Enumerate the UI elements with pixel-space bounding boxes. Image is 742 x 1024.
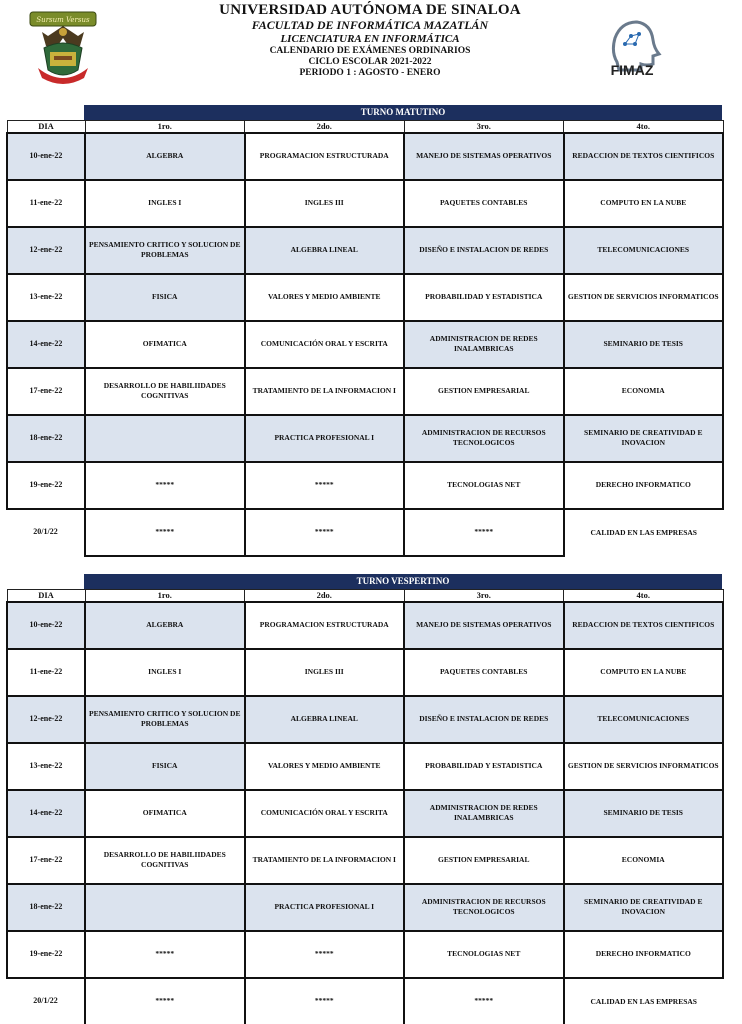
subject-cell [85, 884, 245, 931]
subject-cell: PROGRAMACION ESTRUCTURADA [245, 133, 405, 180]
col-header-1ro: 1ro. [85, 590, 245, 602]
degree-name: LICENCIATURA EN INFORMÁTICA [280, 33, 460, 46]
subject-cell: VALORES Y MEDIO AMBIENTE [245, 743, 405, 790]
subject-cell: PROBABILIDAD Y ESTADISTICA [404, 274, 564, 321]
subject-cell: ADMINISTRACION DE RECURSOS TECNOLOGICOS [404, 884, 564, 931]
table-row [7, 227, 723, 274]
table-row [7, 884, 723, 931]
subject-cell: PAQUETES CONTABLES [404, 649, 564, 696]
subject-cell: DISEÑO E INSTALACION DE REDES [404, 696, 564, 743]
subject-cell: REDACCION DE TEXTOS CIENTIFICOS [564, 602, 724, 649]
day-cell: 20/1/22 [7, 509, 85, 556]
subject-cell: COMUNICACIÓN ORAL Y ESCRITA [245, 321, 405, 368]
table-row [7, 415, 723, 462]
subject-cell: PROGRAMACION ESTRUCTURADA [245, 602, 405, 649]
subject-cell: CALIDAD EN LAS EMPRESAS [564, 978, 724, 1024]
subject-cell: INGLES III [245, 180, 405, 227]
calendar-title: CALENDARIO DE EXÁMENES ORDINARIOS [269, 45, 471, 56]
table-row [7, 837, 723, 884]
subject-cell: SEMINARIO DE CREATIVIDAD E INOVACION [564, 415, 724, 462]
col-header-3ro: 3ro. [404, 121, 564, 133]
subject-cell: ECONOMIA [564, 368, 724, 415]
subject-cell: FISICA [85, 743, 245, 790]
day-cell: 18-ene-22 [7, 415, 85, 462]
subject-cell: CALIDAD EN LAS EMPRESAS [564, 509, 724, 556]
subject-cell: ADMINISTRACION DE RECURSOS TECNOLOGICOS [404, 415, 564, 462]
subject-cell: PRACTICA PROFESIONAL I [245, 415, 405, 462]
subject-cell: DISEÑO E INSTALACION DE REDES [404, 227, 564, 274]
subject-cell: INGLES III [245, 649, 405, 696]
subject-cell: ***** [85, 462, 245, 509]
subject-cell: ECONOMIA [564, 837, 724, 884]
subject-cell: ADMINISTRACION DE REDES INALAMBRICAS [404, 321, 564, 368]
subject-cell: MANEJO DE SISTEMAS OPERATIVOS [404, 133, 564, 180]
document-header [0, 0, 742, 100]
period: PERIODO 1 : AGOSTO - ENERO [299, 67, 441, 78]
turno-matutino-title: TURNO MATUTINO [84, 105, 722, 120]
col-header-dia: DIA [7, 121, 85, 133]
table-row [7, 743, 723, 790]
subject-cell: REDACCION DE TEXTOS CIENTIFICOS [564, 133, 724, 180]
subject-cell: TRATAMIENTO DE LA INFORMACION I [245, 368, 405, 415]
fimaz-logo-text: FIMAZ [610, 62, 654, 78]
subject-cell: GESTION DE SERVICIOS INFORMATICOS [564, 274, 724, 321]
subject-cell: ADMINISTRACION DE REDES INALAMBRICAS [404, 790, 564, 837]
subject-cell: ***** [85, 931, 245, 978]
day-cell: 12-ene-22 [7, 696, 85, 743]
day-cell: 18-ene-22 [7, 884, 85, 931]
subject-cell: TECNOLOGIAS NET [404, 931, 564, 978]
subject-cell: COMPUTO EN LA NUBE [564, 649, 724, 696]
subject-cell: INGLES I [85, 180, 245, 227]
subject-cell: DERECHO INFORMATICO [564, 931, 724, 978]
table-row [7, 649, 723, 696]
subject-cell [85, 415, 245, 462]
col-header-2do: 2do. [245, 121, 405, 133]
subject-cell: TECNOLOGIAS NET [404, 462, 564, 509]
day-cell: 19-ene-22 [7, 931, 85, 978]
subject-cell: ***** [245, 931, 405, 978]
table-body-vespertino [7, 602, 723, 1024]
subject-cell: OFIMATICA [85, 790, 245, 837]
col-header-3ro: 3ro. [404, 590, 564, 602]
day-cell: 20/1/22 [7, 978, 85, 1024]
day-cell: 17-ene-22 [7, 368, 85, 415]
col-header-dia: DIA [7, 590, 85, 602]
subject-cell: ***** [245, 509, 405, 556]
faculty-name: FACULTAD DE INFORMÁTICA MAZATLÁN [251, 18, 489, 33]
schedule-table-matutino [6, 120, 724, 557]
table-header-row [7, 121, 723, 133]
subject-cell: TELECOMUNICACIONES [564, 696, 724, 743]
day-cell: 17-ene-22 [7, 837, 85, 884]
school-cycle: CICLO ESCOLAR 2021-2022 [308, 56, 432, 67]
subject-cell: OFIMATICA [85, 321, 245, 368]
header-titles [170, 2, 570, 78]
subject-cell: TRATAMIENTO DE LA INFORMACION I [245, 837, 405, 884]
table-row [7, 602, 723, 649]
subject-cell: MANEJO DE SISTEMAS OPERATIVOS [404, 602, 564, 649]
subject-cell: ***** [404, 978, 564, 1024]
subject-cell: COMPUTO EN LA NUBE [564, 180, 724, 227]
subject-cell: ALGEBRA LINEAL [245, 227, 405, 274]
subject-cell: PENSAMIENTO CRITICO Y SOLUCION DE PROBLEMAS [85, 227, 245, 274]
day-cell: 12-ene-22 [7, 227, 85, 274]
uas-logo [24, 8, 102, 86]
subject-cell: SEMINARIO DE CREATIVIDAD E INOVACION [564, 884, 724, 931]
day-cell: 10-ene-22 [7, 602, 85, 649]
subject-cell: SEMINARIO DE TESIS [564, 321, 724, 368]
table-row [7, 180, 723, 227]
subject-cell: VALORES Y MEDIO AMBIENTE [245, 274, 405, 321]
table-header-row [7, 590, 723, 602]
subject-cell: PENSAMIENTO CRITICO Y SOLUCION DE PROBLEMAS [85, 696, 245, 743]
table-row [7, 509, 723, 556]
col-header-4to: 4to. [564, 590, 724, 602]
table-row [7, 321, 723, 368]
day-cell: 19-ene-22 [7, 462, 85, 509]
subject-cell: ALGEBRA [85, 602, 245, 649]
subject-cell: ***** [245, 978, 405, 1024]
university-name: UNIVERSIDAD AUTÓNOMA DE SINALOA [219, 2, 521, 18]
subject-cell: GESTION EMPRESARIAL [404, 368, 564, 415]
day-cell: 14-ene-22 [7, 321, 85, 368]
day-cell: 11-ene-22 [7, 180, 85, 227]
subject-cell: ***** [245, 462, 405, 509]
table-body-matutino [7, 133, 723, 556]
col-header-1ro: 1ro. [85, 121, 245, 133]
subject-cell: PAQUETES CONTABLES [404, 180, 564, 227]
table-row [7, 274, 723, 321]
table-row [7, 133, 723, 180]
day-cell: 11-ene-22 [7, 649, 85, 696]
schedule-table-vespertino [6, 589, 724, 1024]
subject-cell: PROBABILIDAD Y ESTADISTICA [404, 743, 564, 790]
day-cell: 10-ene-22 [7, 133, 85, 180]
subject-cell: DERECHO INFORMATICO [564, 462, 724, 509]
subject-cell: ***** [85, 509, 245, 556]
table-row [7, 931, 723, 978]
table-row [7, 462, 723, 509]
day-cell: 13-ene-22 [7, 274, 85, 321]
svg-text:Sursum Versus: Sursum Versus [36, 16, 90, 24]
subject-cell: ALGEBRA [85, 133, 245, 180]
subject-cell: DESARROLLO DE HABILIIDADES COGNITIVAS [85, 368, 245, 415]
subject-cell: GESTION EMPRESARIAL [404, 837, 564, 884]
table-row [7, 978, 723, 1024]
day-cell: 13-ene-22 [7, 743, 85, 790]
subject-cell: GESTION DE SERVICIOS INFORMATICOS [564, 743, 724, 790]
turno-vespertino-title: TURNO VESPERTINO [84, 574, 722, 589]
table-row [7, 368, 723, 415]
subject-cell: COMUNICACIÓN ORAL Y ESCRITA [245, 790, 405, 837]
col-header-2do: 2do. [245, 590, 405, 602]
subject-cell: ***** [85, 978, 245, 1024]
table-row [7, 790, 723, 837]
day-cell: 14-ene-22 [7, 790, 85, 837]
subject-cell: SEMINARIO DE TESIS [564, 790, 724, 837]
subject-cell: FISICA [85, 274, 245, 321]
subject-cell: TELECOMUNICACIONES [564, 227, 724, 274]
subject-cell: DESARROLLO DE HABILIIDADES COGNITIVAS [85, 837, 245, 884]
table-row [7, 696, 723, 743]
subject-cell: INGLES I [85, 649, 245, 696]
subject-cell: PRACTICA PROFESIONAL I [245, 884, 405, 931]
subject-cell: ALGEBRA LINEAL [245, 696, 405, 743]
col-header-4to: 4to. [564, 121, 724, 133]
subject-cell: ***** [404, 509, 564, 556]
